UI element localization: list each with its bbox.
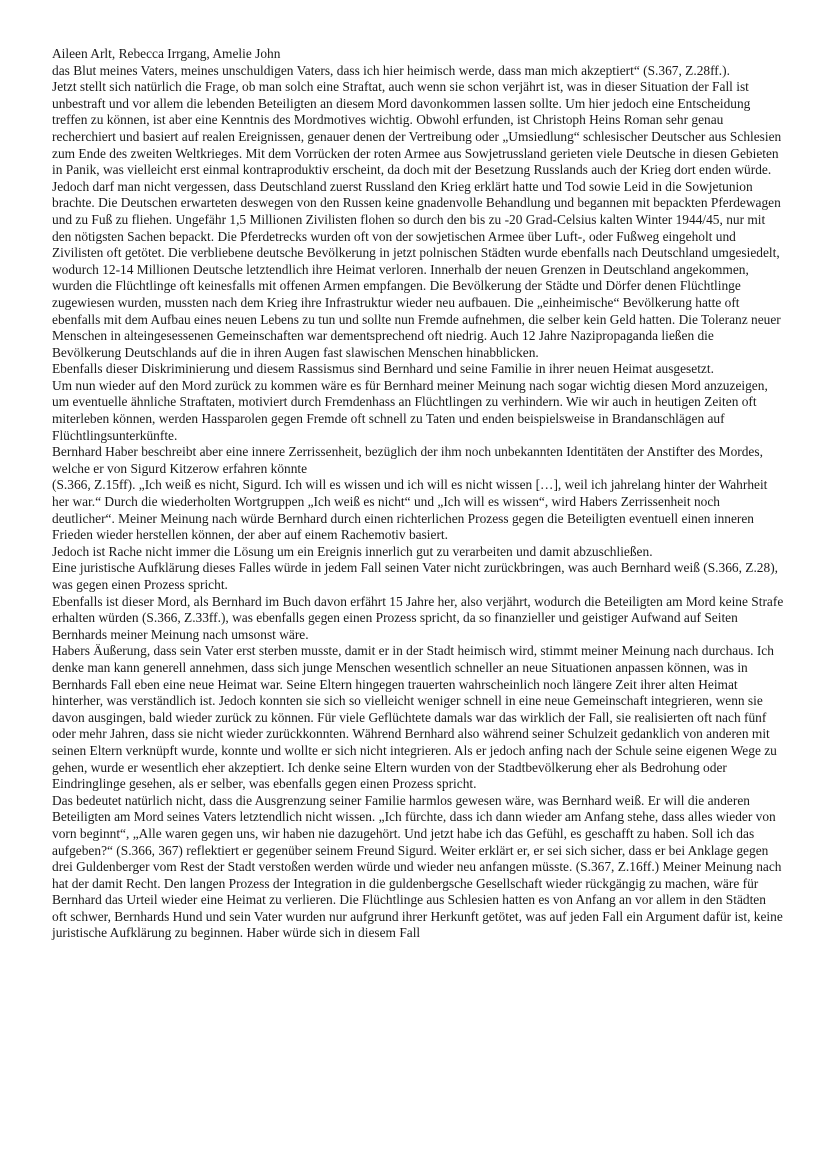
paragraph: (S.366, Z.15ff). „Ich weiß es nicht, Sigurd. Ich will es wissen und ich will es nicht wissen […], weil ich jahrelang hinter der Wahrheit her war.“ Durch die wiederholten Wortgruppen „Ich weiß es nicht“ und „Ich will es wissen“, wird Habers Zerrissenheit noch deutlicher“. Meiner Meinung nach würde Bernhard durch einen richterlichen Prozess gegen die Beteiligten eventuell einen inneren Frieden wieder herstellen können, der aber auf einem Rachemotiv basiert. [52, 477, 768, 543]
paragraph: Eine juristische Aufklärung dieses Falles würde in jedem Fall seinen Vater nicht zurückbringen, was auch Bernhard weiß (S.366, Z.28), was gegen einen Prozess spricht. [52, 560, 779, 592]
paragraph: Jedoch darf man nicht vergessen, dass Deutschland zuerst Russland den Krieg erklärt hatte und Tod sowie Leid in die Sowjetunion brachte. Die Deutschen erwarteten deswegen von den Russen keine gnadenvolle Behandlung und begannen mit bepackten Pferdewagen und zu Fuß zu fliehen. Ungefähr 1,5 Millionen Zivilisten flohen so durch den bis zu -20 Grad-Celsius kalten Winter 1944/45, nur mit den nötigsten Sachen bepackt. Die Pferdetrecks wurden oft von der sowjetischen Armee über Luft-, oder Fußweg eingeholt und Zivilisten oft getötet. Die verbliebene deutsche Bevölkerung in jetzt polnischen Städten wurde ebenfalls nach Deutschland umgesiedelt, wodurch 12-14 Millionen Deutsche letztendlich ihre Heimat verloren. Innerhalb der neuen Grenzen in Deutschland angekommen, wurden die Flüchtlinge oft keinesfalls mit offenen Armen empfangen. Die Bevölkerung der Städte und Dörfer denen Flüchtlinge zugewiesen wurden, mussten nach dem Krieg ihre Infrastruktur wieder neu aufbauen. Die „einheimische“ Bevölkerung hatte oft ebenfalls mit dem Aufbau eines neuen Lebens zu tun und sollte nun Fremde aufnehmen, die selber kein Geld hatten. Die Toleranz neuer Menschen in alteingesessenen Gemeinschaften war dementsprechend oft niedrig. Auch 12 Jahre Nazipropaganda ließen die Bevölkerung Deutschlands auf die in ihren Augen fast slawischen Menschen hinabblicken. [52, 178, 781, 360]
paragraph: Habers Äußerung, dass sein Vater erst sterben musste, damit er in der Stadt heimisch wird, stimmt meiner Meinung nach durchaus. Ich denke man kann generell annehmen, dass sich junge Menschen wesentlich schneller an neue Situationen anpassen können, was in Bernhards Fall eben eine neue Heimat war. Seine Eltern hingegen trauerten wahrscheinlich noch längere Zeit ihrer alten Heimat hinterher, was verständlich ist. Jedoch konnten sie sich so vielleicht weniger schnell in eine neue Gemeinschaft integrieren, wenn sie davon ausgingen, bald wieder zurück zu können. Für viele Geflüchtete damals war das wirklich der Fall, sie realisierten oft nach fünf oder mehr Jahren, dass sie nicht wieder zurückkonnten. Während Bernhard also während seiner Schulzeit gedanklich von anderen mit seinen Eltern verknüpft wurde, konnte und wollte er sich nicht integrieren. Als er jedoch anfing nach der Schule seine eigenen Wege zu gehen, wurde er wesentlich eher akzeptiert. Ich denke seine Eltern wurden von der Stadtbevölkerung eher als Bedrohung oder Eindringlinge gesehen, als er selber, was ebenfalls gegen einen Prozess spricht. [52, 643, 777, 792]
paragraph: Bernhard Haber beschreibt aber eine innere Zerrissenheit, bezüglich der ihm noch unbekannten Identitäten der Anstifter des Mordes, welche er von Sigurd Kitzerow erfahren könnte [52, 444, 763, 476]
paragraph: Um nun wieder auf den Mord zurück zu kommen wäre es für Bernhard meiner Meinung nach sogar wichtig diesen Mord anzuzeigen, um eventuelle ähnliche Straftaten, motiviert durch Fremdenhass an Flüchtlingen zu verhindern. Wie wir auch in heutigen Zeiten oft miterleben können, werden Hassparolen gegen Fremde oft schnell zu Taten und enden beispielsweise in Brandanschlägen auf Flüchtlingsunterkünfte. [52, 377, 768, 443]
document-page [52, 46, 784, 942]
paragraph: das Blut meines Vaters, meines unschuldigen Vaters, dass ich hier heimisch werde, dass man mich akzeptiert“ (S.367, Z.28ff.). [52, 62, 730, 78]
paragraph: Jedoch ist Rache nicht immer die Lösung um ein Ereignis innerlich gut zu verarbeiten und damit abzuschließen. [52, 543, 653, 559]
paragraph: Ebenfalls ist dieser Mord, als Bernhard im Buch davon erfährt 15 Jahre her, also verjährt, wodurch die Beteiligten am Mord keine Strafe erhalten würden (S.366, Z.33ff.), was ebenfalls gegen einen Prozess spricht, da so finanzieller und geistiger Aufwand auf Seiten Bernhards meiner Meinung nach umsonst wäre. [52, 593, 784, 642]
paragraph: Jetzt stellt sich natürlich die Frage, ob man solch eine Straftat, auch wenn sie schon verjährt ist, was in dieser Situation der Fall ist unbestraft und vor allem die lebenden Beteiligten an diesem Mord davonkommen lassen sollte. Um hier jedoch eine Entscheidung treffen zu können, ist aber eine Kenntnis des Mordmotives wichtig. Obwohl erfunden, ist Christoph Heins Roman sehr genau recherchiert und basiert auf realen Ereignissen, genauer denen der Vertreibung oder „Umsiedlung“ schlesischer Deutscher aus Schlesien zum Ende des zweiten Weltkrieges. Mit dem Vorrücken der roten Armee aus Sowjetrussland gerieten viele Deutsche in diesen Gebieten in Panik, was vielleicht erst einmal kontraproduktiv erscheint, da doch mit der Besetzung Russlands auch der Krieg dort enden würde. [52, 79, 782, 178]
author-line: Aileen Arlt, Rebecca Irrgang, Amelie John [52, 46, 281, 61]
paragraph: Ebenfalls dieser Diskriminierung und diesem Rassismus sind Bernhard und seine Familie in ihrer neuen Heimat ausgesetzt. [52, 361, 714, 377]
paragraph: Das bedeutet natürlich nicht, dass die Ausgrenzung seiner Familie harmlos gewesen wäre, was Bernhard weiß. Er will die anderen Beteiligten am Mord seines Vaters letztendlich nicht wissen. „Ich fürchte, dass ich dann wieder am Anfang stehe, dass alles wieder von vorn beginnt“, „Alle waren gegen uns, wir haben nie dazugehört. Und jetzt habe ich das Gefühl, es geschafft zu haben. Soll ich das aufgeben?“ (S.366, 367) reflektiert er gegenüber seinem Freund Sigurd. Weiter erklärt er, er sei sich sicher, dass er bei Anklage gegen drei Guldenberger vom Rest der Stadt verstoßen werden würde und wieder neu anfangen müsste. (S.367, Z.16ff.) Meiner Meinung nach hat der damit Recht. Den langen Prozess der Integration in die guldenbergsche Gesellschaft wieder rückgängig zu machen, wäre für Bernhard das Urteil wieder eine Heimat zu verlieren. Die Flüchtlinge aus Schlesien hatten es von Anfang an vor allem in den Städten oft schwer, Bernhards Hund und sein Vater wurden nur aufgrund ihrer Herkunft getötet, was auf jeden Fall ein Argument dafür ist, keine juristische Aufklärung zu beginnen. Haber würde sich in diesem Fall [52, 792, 783, 941]
